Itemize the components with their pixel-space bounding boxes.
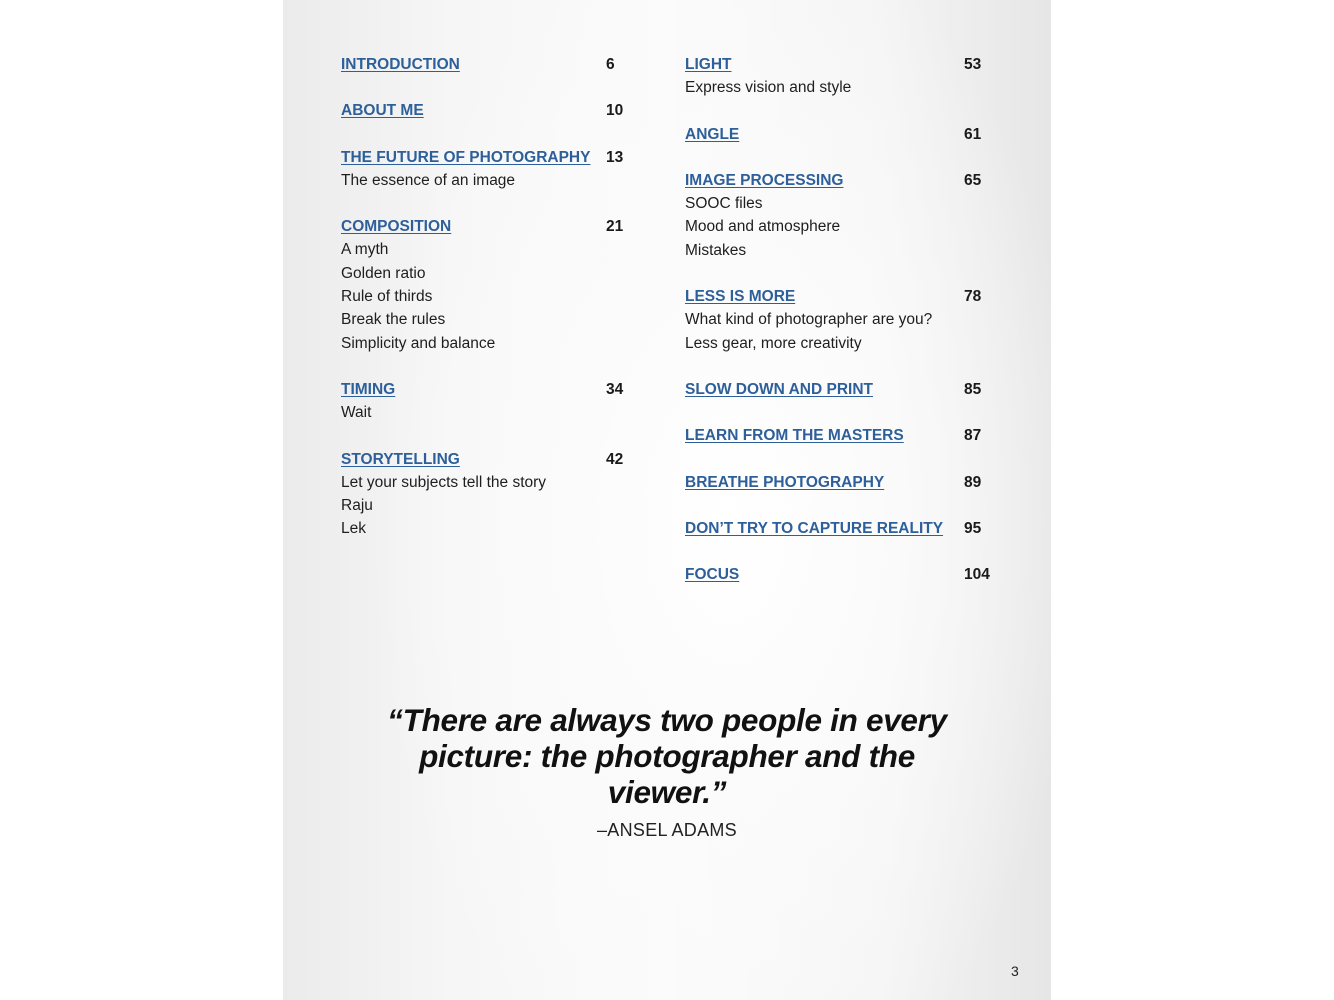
toc-heading-link[interactable]: COMPOSITION: [341, 218, 452, 236]
toc-section-less-is-more: [685, 285, 1005, 355]
toc-entry-row: [341, 53, 641, 76]
toc-heading-link[interactable]: TIMING: [341, 380, 396, 398]
toc-subentry: A myth: [341, 241, 389, 259]
toc-section-angle: [685, 123, 1005, 146]
toc-entry-row: [685, 517, 1005, 540]
toc-entry-row: [685, 123, 1005, 146]
toc-entry-row: [341, 378, 641, 401]
toc-subentry: What kind of photographer are you?: [685, 311, 933, 329]
toc-entry-row: [685, 169, 1005, 192]
toc-heading-link[interactable]: LIGHT: [685, 56, 732, 73]
toc-page-number: 104: [964, 566, 990, 584]
toc-section-introduction: [341, 53, 641, 76]
toc-subentry: Wait: [341, 404, 372, 422]
toc-page-number: 85: [964, 380, 982, 398]
toc-section-focus: [685, 563, 1005, 586]
quote-attribution: –ANSEL ADAMS: [597, 820, 737, 840]
toc-heading-link[interactable]: FOCUS: [685, 566, 740, 584]
toc-page-number: 13: [606, 148, 624, 166]
toc-page-number: 42: [606, 450, 624, 468]
toc-entry-row: [685, 53, 1005, 76]
toc-entry-row: [341, 146, 641, 169]
toc-subentry: Mood and atmosphere: [685, 218, 841, 236]
toc-entry-row: [685, 563, 1005, 586]
toc-page-number: 6: [606, 56, 615, 73]
toc-subentry: Let your subjects tell the story: [341, 473, 547, 491]
page-number: 3: [1011, 963, 1019, 979]
toc-page-number: 61: [964, 125, 982, 143]
toc-subentry: Break the rules: [341, 311, 446, 329]
toc-left-column: [341, 53, 641, 564]
toc-entry-row: [685, 471, 1005, 494]
toc-section-composition: [341, 215, 641, 355]
toc-heading-link[interactable]: LESS IS MORE: [685, 288, 796, 306]
pull-quote: “There are always two people in every picture: the photographer and the viewer.”: [387, 702, 947, 810]
toc-heading-link[interactable]: ABOUT ME: [341, 102, 424, 120]
toc-section-about-me: [341, 99, 641, 122]
toc-subentry: Raju: [341, 497, 373, 515]
toc-page-number: 89: [964, 473, 982, 491]
toc-section-image-processing: [685, 169, 1005, 262]
toc-heading-link[interactable]: THE FUTURE OF PHOTOGRAPHY: [341, 148, 591, 166]
toc-entry-row: [685, 424, 1005, 447]
toc-page-number: 53: [964, 56, 982, 73]
toc-page-number: 87: [964, 427, 982, 445]
toc-entry-row: [685, 378, 1005, 401]
toc-subentry: Rule of thirds: [341, 288, 433, 306]
toc-subentry: SOOC files: [685, 195, 763, 213]
toc-section-don-t-try-to-capture-reality: [685, 517, 1005, 540]
toc-subentry: Simplicity and balance: [341, 334, 496, 352]
toc-right-column: [685, 53, 1005, 609]
toc-section-storytelling: [341, 448, 641, 541]
toc-heading-link[interactable]: DON’T TRY TO CAPTURE REALITY: [685, 519, 944, 537]
toc-subentry: Mistakes: [685, 241, 747, 259]
toc-page-number: 78: [964, 288, 982, 306]
toc-entry-row: [685, 285, 1005, 308]
toc-section-slow-down-and-print: [685, 378, 1005, 401]
toc-heading-link[interactable]: IMAGE PROCESSING: [685, 171, 844, 189]
toc-subentry: Lek: [341, 520, 366, 538]
toc-entry-row: [341, 215, 641, 238]
toc-subentry: Express vision and style: [685, 79, 852, 97]
document-page: [283, 0, 1051, 1000]
toc-heading-link[interactable]: ANGLE: [685, 125, 740, 143]
toc-entry-row: [341, 99, 641, 122]
toc-heading-link[interactable]: SLOW DOWN AND PRINT: [685, 380, 873, 398]
toc-page-number: 95: [964, 519, 982, 537]
toc-page-number: 21: [606, 218, 624, 236]
toc-entry-row: [341, 448, 641, 471]
toc-section-light: [685, 53, 1005, 100]
toc-section-timing: [341, 378, 641, 425]
toc-heading-link[interactable]: INTRODUCTION: [341, 56, 460, 73]
toc-subentry: The essence of an image: [341, 171, 516, 189]
toc-page-number: 65: [964, 171, 982, 189]
toc-heading-link[interactable]: STORYTELLING: [341, 450, 460, 468]
toc-page-number: 34: [606, 380, 624, 398]
toc-subentry: Less gear, more creativity: [685, 334, 862, 352]
toc-heading-link[interactable]: BREATHE PHOTOGRAPHY: [685, 473, 885, 491]
toc-subentry: Golden ratio: [341, 264, 426, 282]
toc-page-number: 10: [606, 102, 624, 120]
toc-section-the-future-of-photography: [341, 146, 641, 193]
toc-section-breathe-photography: [685, 471, 1005, 494]
toc-section-learn-from-the-masters: [685, 424, 1005, 447]
toc-heading-link[interactable]: LEARN FROM THE MASTERS: [685, 427, 904, 445]
